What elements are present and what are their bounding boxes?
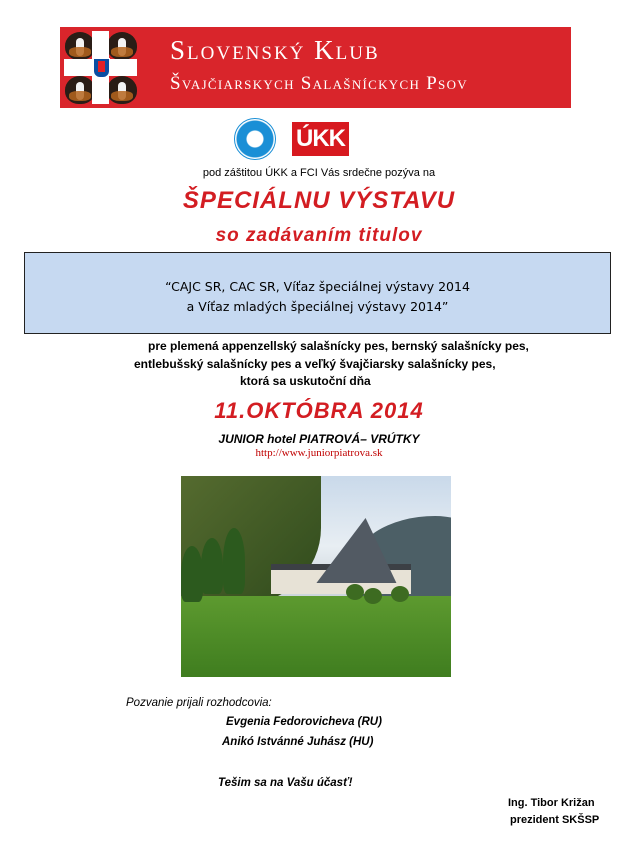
signature-name: Ing. Tibor Križan (508, 797, 595, 809)
photo-bush (364, 588, 382, 604)
hotel-photo (181, 476, 451, 677)
event-venue: JUNIOR hotel PIATROVÁ– VRÚTKY (218, 432, 420, 446)
slovak-shield-icon (93, 58, 110, 78)
breeds-line-1: pre plemená appenzellský salašnícky pes, bernský salašnícky pes, (148, 339, 529, 353)
greeting-text: Tešim sa na Vašu účasť! (218, 777, 353, 789)
breeds-line-3: ktorá sa uskutoční dňa (240, 374, 371, 388)
photo-lawn (181, 596, 451, 677)
fci-logo (234, 118, 276, 160)
photo-tree (201, 538, 223, 594)
dog-icon (107, 32, 137, 60)
judges-label: Pozvanie prijali rozhodcovia: (126, 697, 272, 709)
judge-name: Anikó Istvánné Juhász (HU) (222, 736, 374, 748)
show-title: ŠPECIÁLNU VÝSTAVU (182, 187, 456, 214)
invitation-text: pod záštitou ÚKK a FCI Vás srdečne pozýva na (202, 167, 436, 179)
ukk-logo: ÚKK (292, 122, 349, 156)
photo-bush (346, 584, 364, 600)
show-subtitle: so zadávaním titulov (215, 225, 423, 246)
titles-line-1: “CAJC SR, CAC SR, Víťaz špeciálnej výstavy 2014 (165, 279, 470, 294)
club-subtitle: Švajčiarskych Salašníckych Psov (170, 73, 468, 94)
fci-logo-text: FCI (248, 132, 262, 141)
breeds-line-2: entlebušský salašnícky pes a veľký švajčiarsky salašnícky pes, (134, 357, 496, 371)
club-name: Slovenský Klub (170, 35, 380, 65)
photo-tree (223, 528, 245, 594)
judge-name: Evgenia Fedorovicheva (RU) (226, 716, 382, 728)
dog-icon (107, 76, 137, 104)
club-logo (60, 27, 141, 108)
photo-bush (391, 586, 409, 602)
dog-icon (65, 76, 95, 104)
club-header-banner (60, 27, 571, 108)
event-date: 11.OKTÓBRA 2014 (214, 398, 424, 423)
photo-tree (181, 546, 203, 602)
titles-line-2: a Víťaz mladých špeciálnej výstavy 2014” (186, 299, 449, 314)
dog-icon (65, 32, 95, 60)
venue-link[interactable]: http://www.juniorpiatrova.sk (255, 447, 383, 459)
photo-roof (316, 518, 405, 583)
titles-box (24, 252, 611, 334)
signature-role: prezident SKŠSP (510, 814, 600, 826)
